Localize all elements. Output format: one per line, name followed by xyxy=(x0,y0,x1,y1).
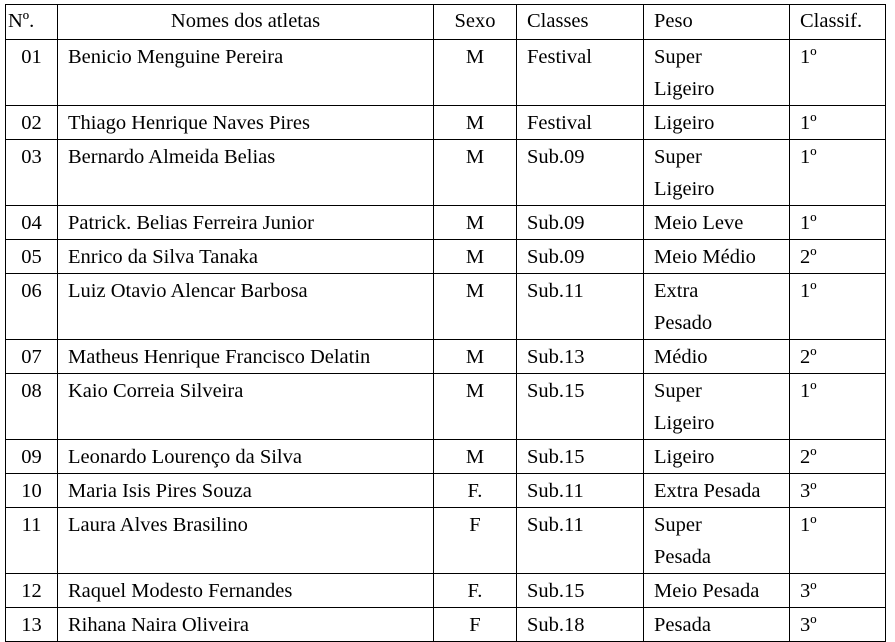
athlete-weight xyxy=(644,106,790,140)
athletes-table xyxy=(5,4,886,642)
athlete-class: Sub.15 xyxy=(517,574,644,608)
table-header xyxy=(6,5,886,40)
weight-line: Ligeiro xyxy=(654,78,715,100)
table-row xyxy=(6,40,886,106)
athlete-number: 04 xyxy=(6,206,58,240)
athlete-weight xyxy=(644,274,790,340)
table-row xyxy=(6,474,886,508)
weight-line: Pesado xyxy=(654,312,713,334)
athlete-name: Maria Isis Pires Souza xyxy=(58,474,434,508)
athlete-class: Sub.11 xyxy=(517,508,644,574)
athlete-weight xyxy=(644,474,790,508)
weight-line: Ligeiro xyxy=(654,446,715,468)
athlete-class: Festival xyxy=(517,40,644,106)
athlete-number: 08 xyxy=(6,374,58,440)
weight-line: Ligeiro xyxy=(654,112,715,134)
athlete-class: Festival xyxy=(517,106,644,140)
table-row xyxy=(6,340,886,374)
athlete-sex: M xyxy=(434,140,517,206)
header-classification: Classif. xyxy=(790,5,886,40)
athlete-classification: 2º xyxy=(790,340,886,374)
athlete-weight xyxy=(644,140,790,206)
table-row xyxy=(6,608,886,642)
athlete-name: Benicio Menguine Pereira xyxy=(58,40,434,106)
athlete-name: Patrick. Belias Ferreira Junior xyxy=(58,206,434,240)
weight-line: Extra Pesada xyxy=(654,480,761,502)
athlete-classification: 1º xyxy=(790,274,886,340)
athlete-sex: F. xyxy=(434,574,517,608)
header-sex: Sexo xyxy=(434,5,517,40)
athlete-classification: 3º xyxy=(790,574,886,608)
athlete-class: Sub.09 xyxy=(517,206,644,240)
athlete-name: Luiz Otavio Alencar Barbosa xyxy=(58,274,434,340)
athlete-weight xyxy=(644,240,790,274)
weight-line: Meio Pesada xyxy=(654,580,760,602)
athlete-sex: F. xyxy=(434,474,517,508)
athlete-name: Matheus Henrique Francisco Delatin xyxy=(58,340,434,374)
athlete-name: Laura Alves Brasilino xyxy=(58,508,434,574)
athlete-number: 02 xyxy=(6,106,58,140)
athlete-sex: M xyxy=(434,240,517,274)
athlete-classification: 1º xyxy=(790,40,886,106)
athlete-classification: 1º xyxy=(790,374,886,440)
athlete-classification: 1º xyxy=(790,106,886,140)
weight-line: Super xyxy=(654,514,702,536)
table-row xyxy=(6,206,886,240)
athlete-sex: M xyxy=(434,106,517,140)
athlete-sex: F xyxy=(434,508,517,574)
athlete-weight xyxy=(644,608,790,642)
athlete-class: Sub.18 xyxy=(517,608,644,642)
athlete-number: 10 xyxy=(6,474,58,508)
athlete-weight xyxy=(644,508,790,574)
athlete-class: Sub.13 xyxy=(517,340,644,374)
athlete-number: 11 xyxy=(6,508,58,574)
header-weight: Peso xyxy=(644,5,790,40)
athlete-number: 05 xyxy=(6,240,58,274)
athlete-number: 06 xyxy=(6,274,58,340)
table-row xyxy=(6,374,886,440)
athlete-name: Rihana Naira Oliveira xyxy=(58,608,434,642)
athlete-name: Raquel Modesto Fernandes xyxy=(58,574,434,608)
athlete-weight xyxy=(644,574,790,608)
athlete-sex: F xyxy=(434,608,517,642)
weight-line: Médio xyxy=(654,346,708,368)
athlete-weight xyxy=(644,374,790,440)
table-row xyxy=(6,240,886,274)
table-row xyxy=(6,140,886,206)
table-row xyxy=(6,440,886,474)
athlete-class: Sub.09 xyxy=(517,240,644,274)
athlete-sex: M xyxy=(434,374,517,440)
weight-line: Meio Médio xyxy=(654,246,756,268)
table-row xyxy=(6,574,886,608)
athlete-class: Sub.15 xyxy=(517,374,644,440)
header-row xyxy=(6,5,886,40)
weight-line: Super xyxy=(654,380,702,402)
athlete-weight xyxy=(644,340,790,374)
athlete-classification: 1º xyxy=(790,508,886,574)
athlete-number: 13 xyxy=(6,608,58,642)
athlete-number: 01 xyxy=(6,40,58,106)
athlete-name: Enrico da Silva Tanaka xyxy=(58,240,434,274)
header-number: Nº. xyxy=(6,5,58,40)
athlete-sex: M xyxy=(434,274,517,340)
header-name: Nomes dos atletas xyxy=(58,5,434,40)
athlete-name: Bernardo Almeida Belias xyxy=(58,140,434,206)
weight-line: Extra xyxy=(654,280,699,302)
header-classes: Classes xyxy=(517,5,644,40)
athlete-name: Kaio Correia Silveira xyxy=(58,374,434,440)
athlete-class: Sub.11 xyxy=(517,474,644,508)
weight-line: Pesada xyxy=(654,614,711,636)
weight-line: Ligeiro xyxy=(654,178,715,200)
athlete-sex: M xyxy=(434,440,517,474)
weight-line: Ligeiro xyxy=(654,412,715,434)
athlete-classification: 1º xyxy=(790,206,886,240)
athlete-sex: M xyxy=(434,340,517,374)
athlete-classification: 2º xyxy=(790,440,886,474)
athlete-weight xyxy=(644,40,790,106)
athlete-name: Thiago Henrique Naves Pires xyxy=(58,106,434,140)
athlete-classification: 2º xyxy=(790,240,886,274)
table-row xyxy=(6,106,886,140)
athlete-weight xyxy=(644,206,790,240)
weight-line: Super xyxy=(654,46,702,68)
table-body xyxy=(6,40,886,642)
athlete-sex: M xyxy=(434,206,517,240)
athlete-class: Sub.09 xyxy=(517,140,644,206)
athlete-number: 07 xyxy=(6,340,58,374)
athlete-classification: 3º xyxy=(790,474,886,508)
athlete-class: Sub.11 xyxy=(517,274,644,340)
athlete-name: Leonardo Lourenço da Silva xyxy=(58,440,434,474)
athlete-classification: 1º xyxy=(790,140,886,206)
athlete-number: 12 xyxy=(6,574,58,608)
weight-line: Meio Leve xyxy=(654,212,744,234)
athlete-number: 09 xyxy=(6,440,58,474)
weight-line: Pesada xyxy=(654,546,711,568)
table-row xyxy=(6,508,886,574)
athlete-classification: 3º xyxy=(790,608,886,642)
athlete-sex: M xyxy=(434,40,517,106)
table-row xyxy=(6,274,886,340)
athlete-weight xyxy=(644,440,790,474)
athlete-class: Sub.15 xyxy=(517,440,644,474)
weight-line: Super xyxy=(654,146,702,168)
athlete-number: 03 xyxy=(6,140,58,206)
